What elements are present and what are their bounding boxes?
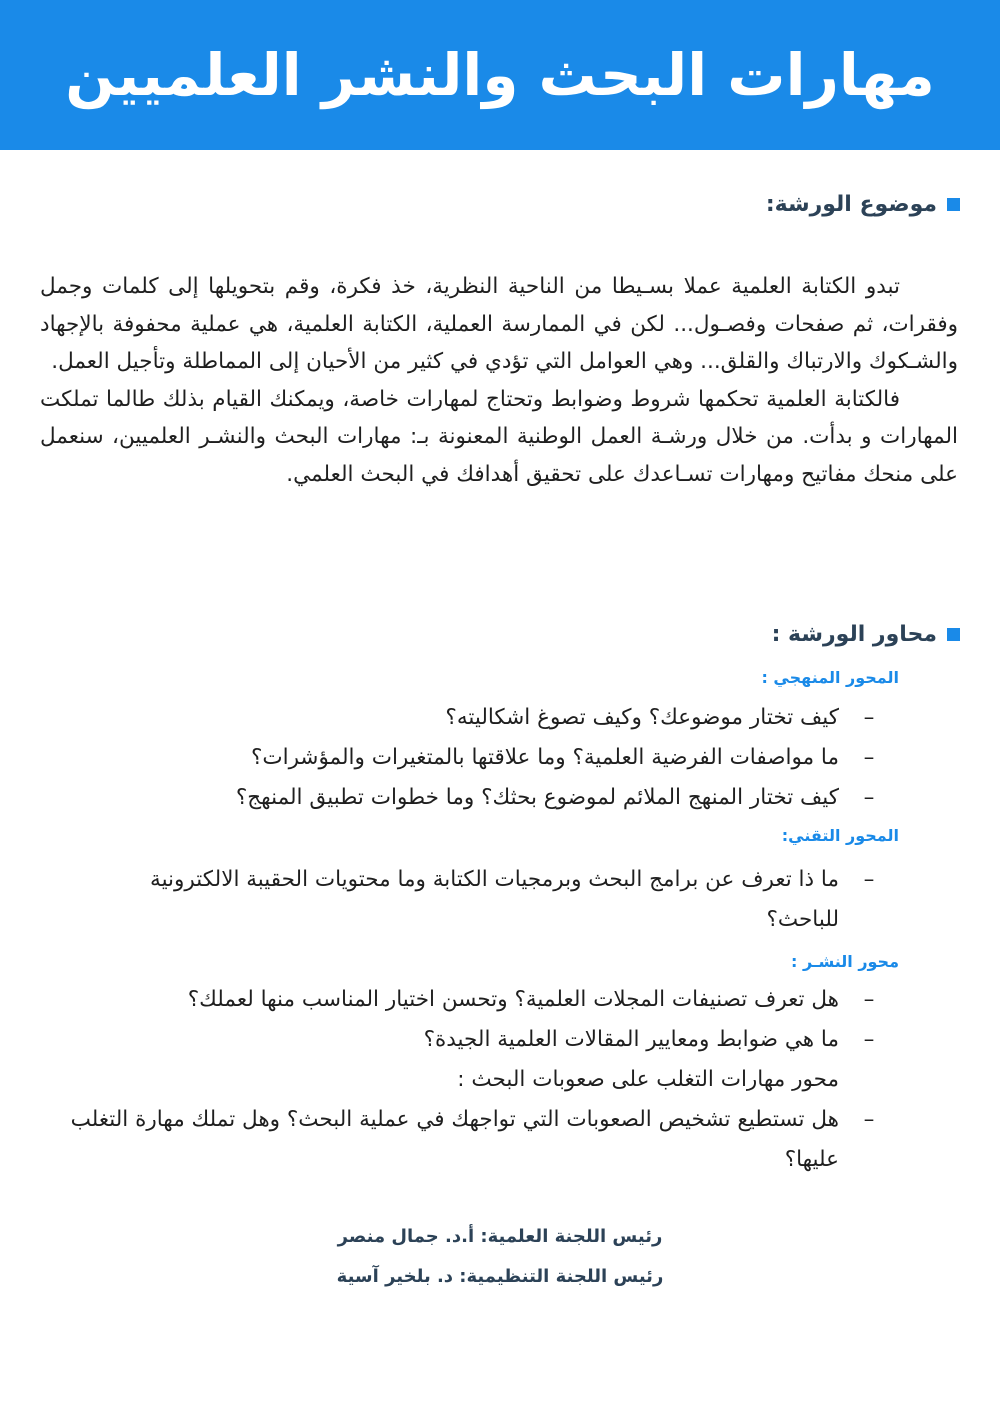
- axis-label-technical: المحور التقني:: [781, 826, 899, 845]
- dash-icon: –: [863, 785, 875, 810]
- dash-icon: –: [863, 867, 875, 892]
- axes-heading: [772, 622, 960, 647]
- bullet-square-icon: [947, 198, 960, 211]
- axis-subheading-difficulties: محور مهارات التغلب على صعوبات البحث :: [457, 1067, 839, 1092]
- list-item: – هل تستطيع تشخيص الصعوبات التي تواجهك في عملية البحث؟ وهل تملك مهارة التغلب عليها؟: [39, 1100, 899, 1180]
- axis-label-methodological: المحور المنهجي :: [761, 668, 899, 687]
- intro-paragraph: فالكتابة العلمية تحكمها شروط وضوابط وتحتاج لمهارات خاصة، ويمكنك القيام بذلك طالما تملكت المهارات و بدأت. من خلال ورشـة العمل الوطنية المعنونة بـ: مهارات البحث والنشـر العلميين، سنعمل على منحك مفاتيح ومهارات تسـاعدك على تحقيق أهدافك في البحث العلمي.: [40, 386, 958, 487]
- topic-heading: [766, 192, 960, 217]
- signature-scientific-chair: رئيس اللجنة العلمية: أ.د. جمال منصر: [337, 1226, 663, 1247]
- list-item: – كيف تختار المنهج الملائم لموضوع بحثك؟ وما خطوات تطبيق المنهج؟: [39, 778, 899, 818]
- dash-icon: –: [863, 1107, 875, 1132]
- list-item: – كيف تختار موضوعك؟ وكيف تصوغ اشكاليته؟: [39, 698, 899, 738]
- intro-text: [40, 268, 958, 493]
- dash-icon: –: [863, 745, 875, 770]
- list-item: – ما هي ضوابط ومعايير المقالات العلمية الجيدة؟: [39, 1020, 899, 1060]
- list-item: – ما مواصفات الفرضية العلمية؟ وما علاقتها بالمتغيرات والمؤشرات؟: [39, 738, 899, 778]
- dash-icon: –: [863, 705, 875, 730]
- signature-organizing-chair: رئيس اللجنة التنظيمية: د. بلخير آسية: [336, 1266, 664, 1287]
- title-banner: [0, 0, 1000, 150]
- intro-paragraph: تبدو الكتابة العلمية عملا بسـيطا من الناحية النظرية، خذ فكرة، وقم بتحويلها إلى كلمات وجمل وفقرات، ثم صفحات وفصـول... لكن في الممارسة العملية، الكتابة العلمية، هي عملية محفوفة بالإجهاد والشـكوك والارتباك والقلق... وهي العوامل التي تؤدي في كثير من الأحيان إلى المماطلة وتأجيل العمل.: [40, 274, 958, 374]
- axis-label-publishing: محور النشـر :: [791, 952, 899, 971]
- list-item: – هل تعرف تصنيفات المجلات العلمية؟ وتحسن اختيار المناسب منها لعملك؟: [39, 980, 899, 1020]
- page-title: مهارات البحث والنشر العلميين: [65, 41, 935, 109]
- axes-heading-text: محاور الورشة :: [771, 622, 937, 647]
- bullet-square-icon: [947, 628, 960, 641]
- topic-heading-text: موضوع الورشة:: [765, 192, 937, 217]
- dash-icon: –: [863, 1027, 875, 1052]
- dash-icon: –: [863, 987, 875, 1012]
- list-item: – ما ذا تعرف عن برامج البحث وبرمجيات الكتابة وما محتويات الحقيبة الالكترونية للباحث؟: [139, 860, 899, 940]
